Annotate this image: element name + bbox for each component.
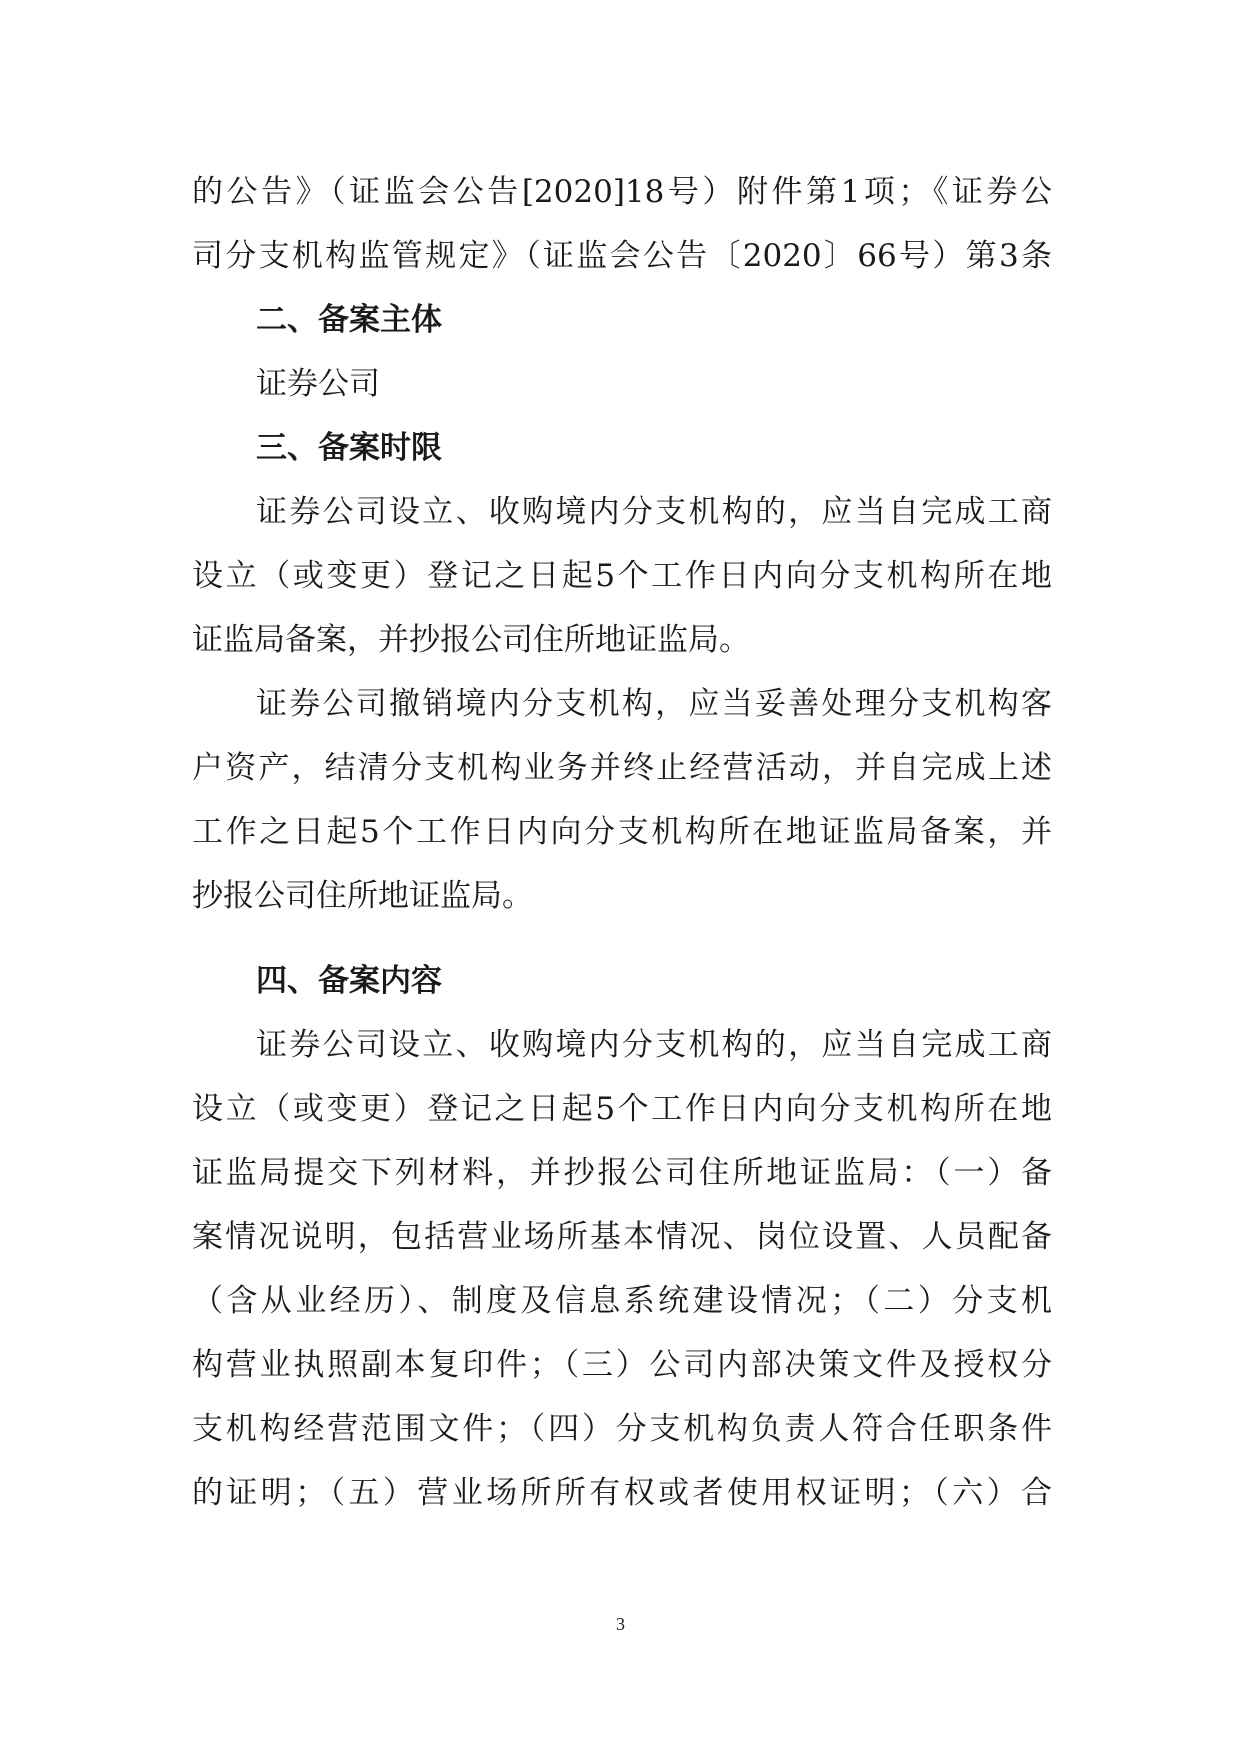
text-line-20: 支机构经营范围文件；（四）分支机构负责人符合任职条件 (192, 1411, 1052, 1447)
text-line-7: 设立（或变更）登记之日起5个工作日内向分支机构所在地 (192, 558, 1052, 594)
text-line-2: 司分支机构监管规定》（证监会公告〔2020〕66号）第3条 (192, 238, 1052, 274)
text-line-9: 证券公司撤销境内分支机构，应当妥善处理分支机构客 (256, 686, 1052, 722)
text-line-14: 证券公司设立、收购境内分支机构的，应当自完成工商 (256, 1027, 1052, 1063)
text-line-12: 抄报公司住所地证监局。 (192, 878, 533, 914)
heading-filing-deadline: 三、备案时限 (256, 430, 442, 466)
heading-filing-content: 四、备案内容 (256, 963, 442, 999)
text-line-1: 的公告》（证监会公告[2020]18号）附件第1项；《证券公 (192, 174, 1052, 210)
text-line-19: 构营业执照副本复印件；（三）公司内部决策文件及授权分 (192, 1347, 1052, 1383)
heading-filing-subject: 二、备案主体 (256, 302, 442, 338)
text-line-16: 证监局提交下列材料，并抄报公司住所地证监局：（一）备 (192, 1155, 1052, 1191)
text-line-6: 证券公司设立、收购境内分支机构的，应当自完成工商 (256, 494, 1052, 530)
text-line-10: 户资产，结清分支机构业务并终止经营活动，并自完成上述 (192, 750, 1052, 786)
text-line-8: 证监局备案，并抄报公司住所地证监局。 (192, 622, 750, 658)
text-line-17: 案情况说明，包括营业场所基本情况、岗位设置、人员配备 (192, 1219, 1052, 1255)
text-line-18: （含从业经历）、制度及信息系统建设情况；（二）分支机 (192, 1283, 1052, 1319)
text-line-filing-subject: 证券公司 (256, 366, 380, 402)
page-number: 3 (616, 1614, 625, 1634)
text-line-21: 的证明；（五）营业场所所有权或者使用权证明；（六）合 (192, 1475, 1052, 1511)
text-line-11: 工作之日起5个工作日内向分支机构所在地证监局备案，并 (192, 814, 1052, 850)
text-line-15: 设立（或变更）登记之日起5个工作日内向分支机构所在地 (192, 1091, 1052, 1127)
